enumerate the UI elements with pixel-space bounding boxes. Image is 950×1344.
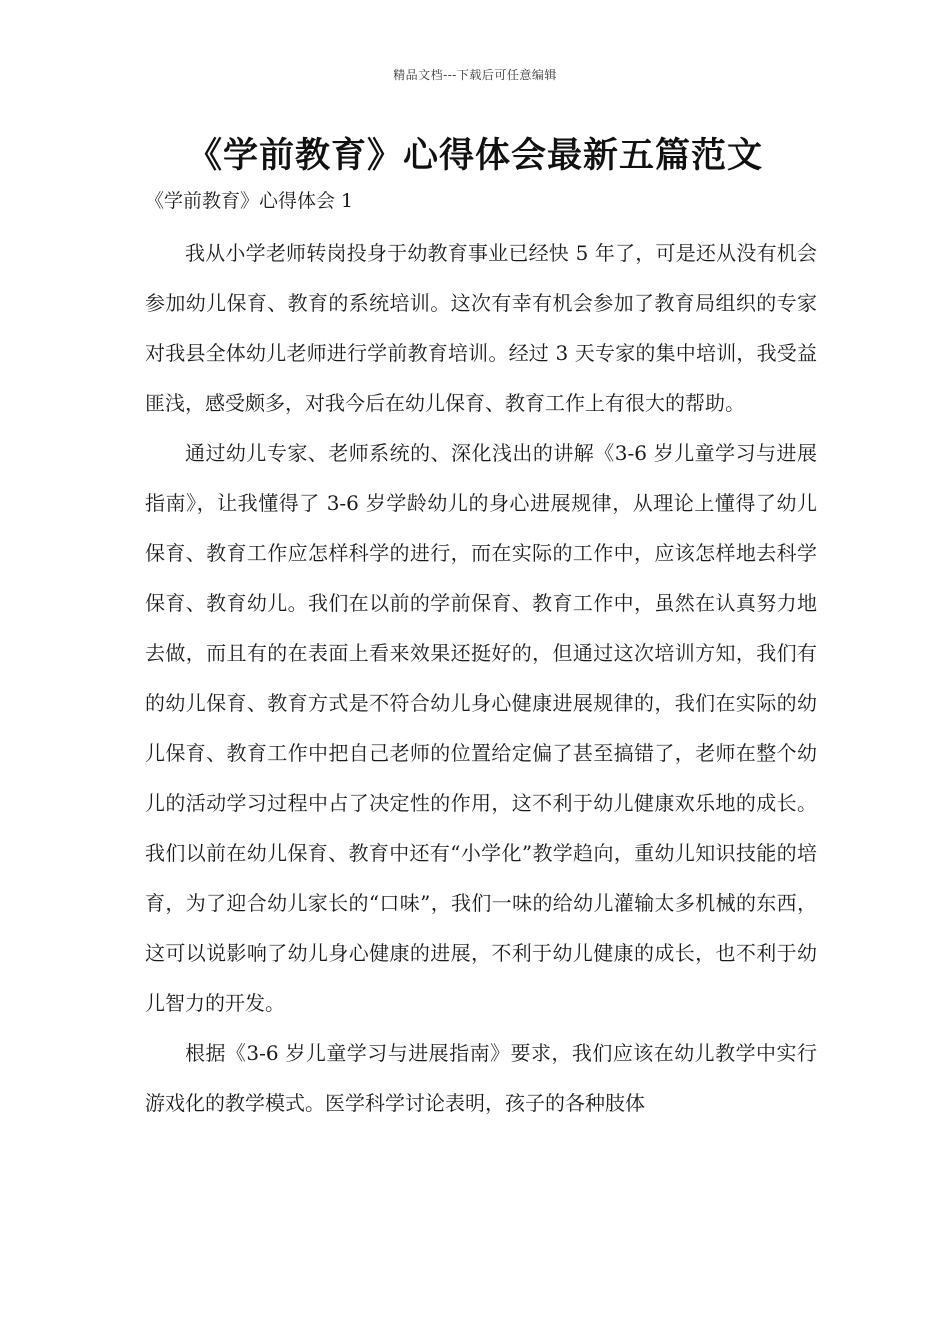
body-text <box>145 228 817 1128</box>
header-note: 精品文档---下载后可任意编辑 <box>393 68 557 82</box>
paragraph-2: 通过幼儿专家、老师系统的、深化浅出的讲解《3-6 岁儿童学习与进展指南》，让我懂得了 3-6 岁学龄幼儿的身心进展规律，从理论上懂得了幼儿保育、教育工作应怎样科学的进行，而在实际的工作中，应该怎样地去科学保育、教育幼儿。我们在以前的学前保育、教育工作中，虽然在认真努力地去做，而且有的在表面上看来效果还挺好的，但通过这次培训方知，我们有的幼儿保育、教育方式是不符合幼儿身心健康进展规律的，我们在实际的幼儿保育、教育工作中把自己老师的位置给定偏了甚至搞错了，老师在整个幼儿的活动学习过程中占了决定性的作用，这不利于幼儿健康欢乐地的成长。我们以前在幼儿保育、教育中还有“小学化”教学趋向，重幼儿知识技能的培育，为了迎合幼儿家长的“口味”，我们一味的给幼儿灌输太多机械的东西，这可以说影响了幼儿身心健康的进展，不利于幼儿健康的成长，也不利于幼儿智力的开发。 <box>145 441 817 1015</box>
paragraph-1: 我从小学老师转岗投身于幼教育事业已经快 5 年了，可是还从没有机会参加幼儿保育、教育的系统培训。这次有幸有机会参加了教育局组织的专家对我县全体幼儿老师进行学前教育培训。经过 3 天专家的集中培训，我受益匪浅，感受颇多，对我今后在幼儿保育、教育工作上有很大的帮助。 <box>145 241 817 415</box>
document-title: 《学前教育》心得体会最新五篇范文 <box>186 136 763 176</box>
paragraph-3: 根据《3-6 岁儿童学习与进展指南》要求，我们应该在幼儿教学中实行游戏化的教学模式。医学科学讨论表明，孩子的各种肢体 <box>145 1041 817 1115</box>
section-heading: 《学前教育》心得体会 1 <box>145 190 354 212</box>
